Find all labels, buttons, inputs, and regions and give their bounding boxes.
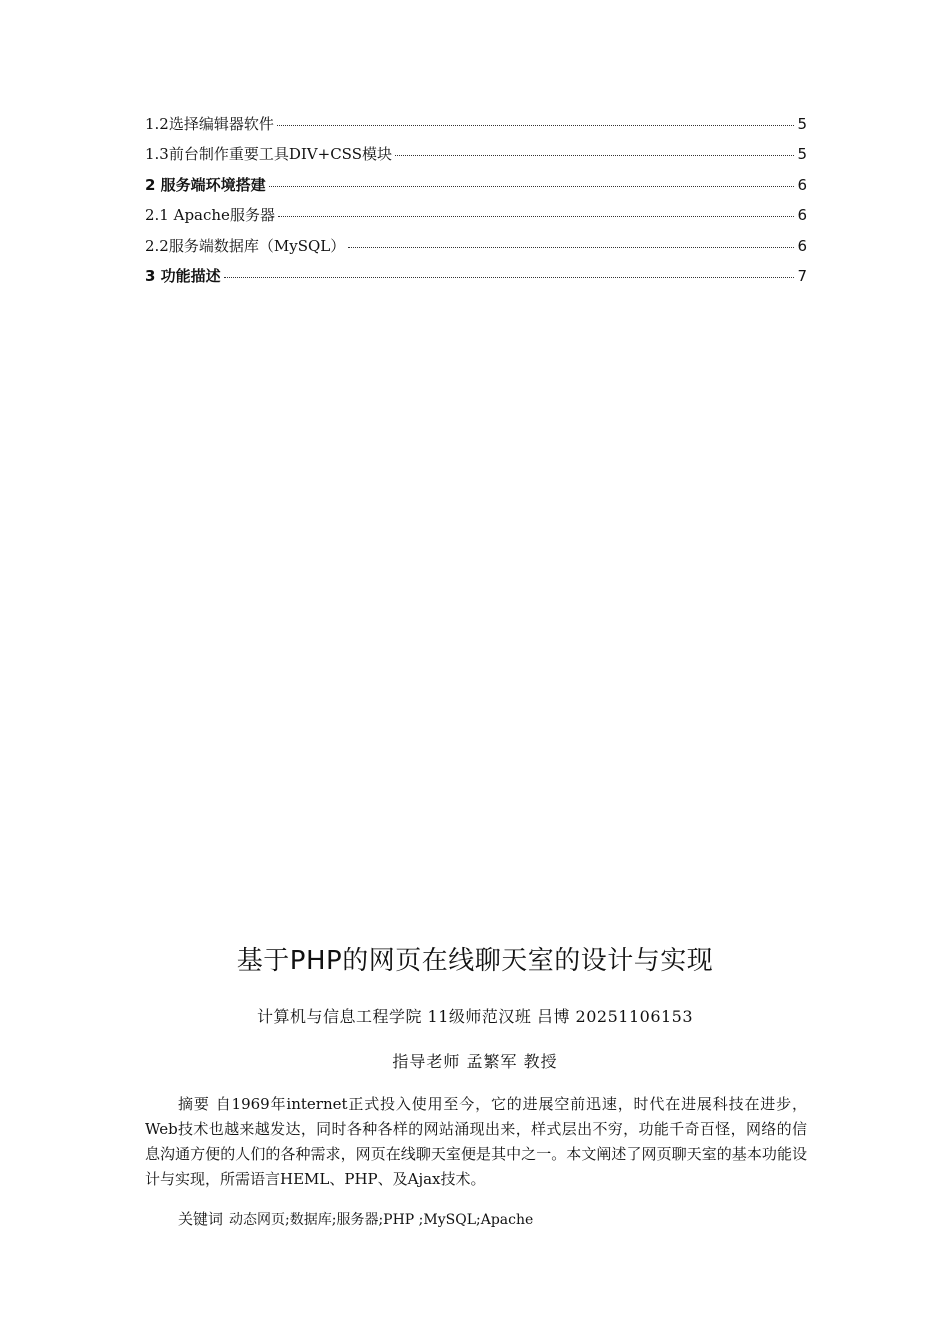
toc-entry[interactable] — [145, 143, 807, 173]
toc-dot-leader — [348, 247, 794, 248]
toc-dot-leader — [224, 277, 795, 278]
toc-entry-page: 6 — [797, 206, 807, 225]
toc-entry-page: 7 — [797, 266, 807, 285]
toc-entry[interactable] — [145, 174, 807, 204]
abstract-label: 摘要 — [178, 1095, 210, 1113]
toc-entry[interactable] — [145, 235, 807, 265]
toc-entry-page: 5 — [797, 115, 807, 133]
author-affiliation: 计算机与信息工程学院 11级师范汉班 吕博 20251106153 — [256, 1007, 694, 1026]
keywords-label: 关键词 — [178, 1210, 224, 1228]
toc-entry[interactable] — [145, 265, 807, 295]
toc-entry-page: 6 — [797, 175, 807, 194]
abstract-paragraph — [145, 1092, 807, 1192]
paper-title: 基于PHP的网页在线聊天室的设计与实现 — [236, 946, 714, 976]
toc-entry-label: 3 功能描述 — [145, 266, 221, 285]
toc-dot-leader — [395, 155, 794, 156]
toc-entry-label: 2 服务端环境搭建 — [145, 175, 266, 194]
toc-entry-page: 5 — [797, 145, 807, 164]
toc-entry[interactable] — [145, 204, 807, 234]
toc-dot-leader — [278, 216, 795, 217]
toc-entry-page: 6 — [797, 236, 807, 255]
keywords-text: 动态网页;数据库;服务器;PHP ;MySQL;Apache — [229, 1212, 534, 1228]
keywords-line — [178, 1208, 533, 1229]
toc-entry-label: 2.1 Apache服务器 — [145, 206, 275, 225]
advisor-line: 指导老师 孟繁军 教授 — [392, 1052, 558, 1071]
toc-entry[interactable] — [145, 113, 807, 143]
toc-entry-label: 1.2选择编辑器软件 — [145, 115, 274, 133]
toc-entry-label: 2.2服务端数据库（MySQL） — [145, 236, 346, 255]
table-of-contents — [145, 113, 807, 295]
abstract-text: 自1969年internet正式投入使用至今，它的进展空前迅速，时代在进展科技在进步，Web技术也越来越发达，同时各种各样的网站涌现出来，样式层出不穷，功能千奇百怪，网络的信息沟通方便的人们的各种需求，网页在线聊天室便是其中之一。本文阐述了网页聊天室的基本功能设计与实现，所需语言HEML、PHP、及Ajax技术。 — [145, 1095, 807, 1188]
toc-dot-leader — [277, 125, 795, 126]
toc-dot-leader — [269, 186, 795, 187]
toc-entry-label: 1.3前台制作重要工具DIV+CSS模块 — [145, 145, 392, 164]
